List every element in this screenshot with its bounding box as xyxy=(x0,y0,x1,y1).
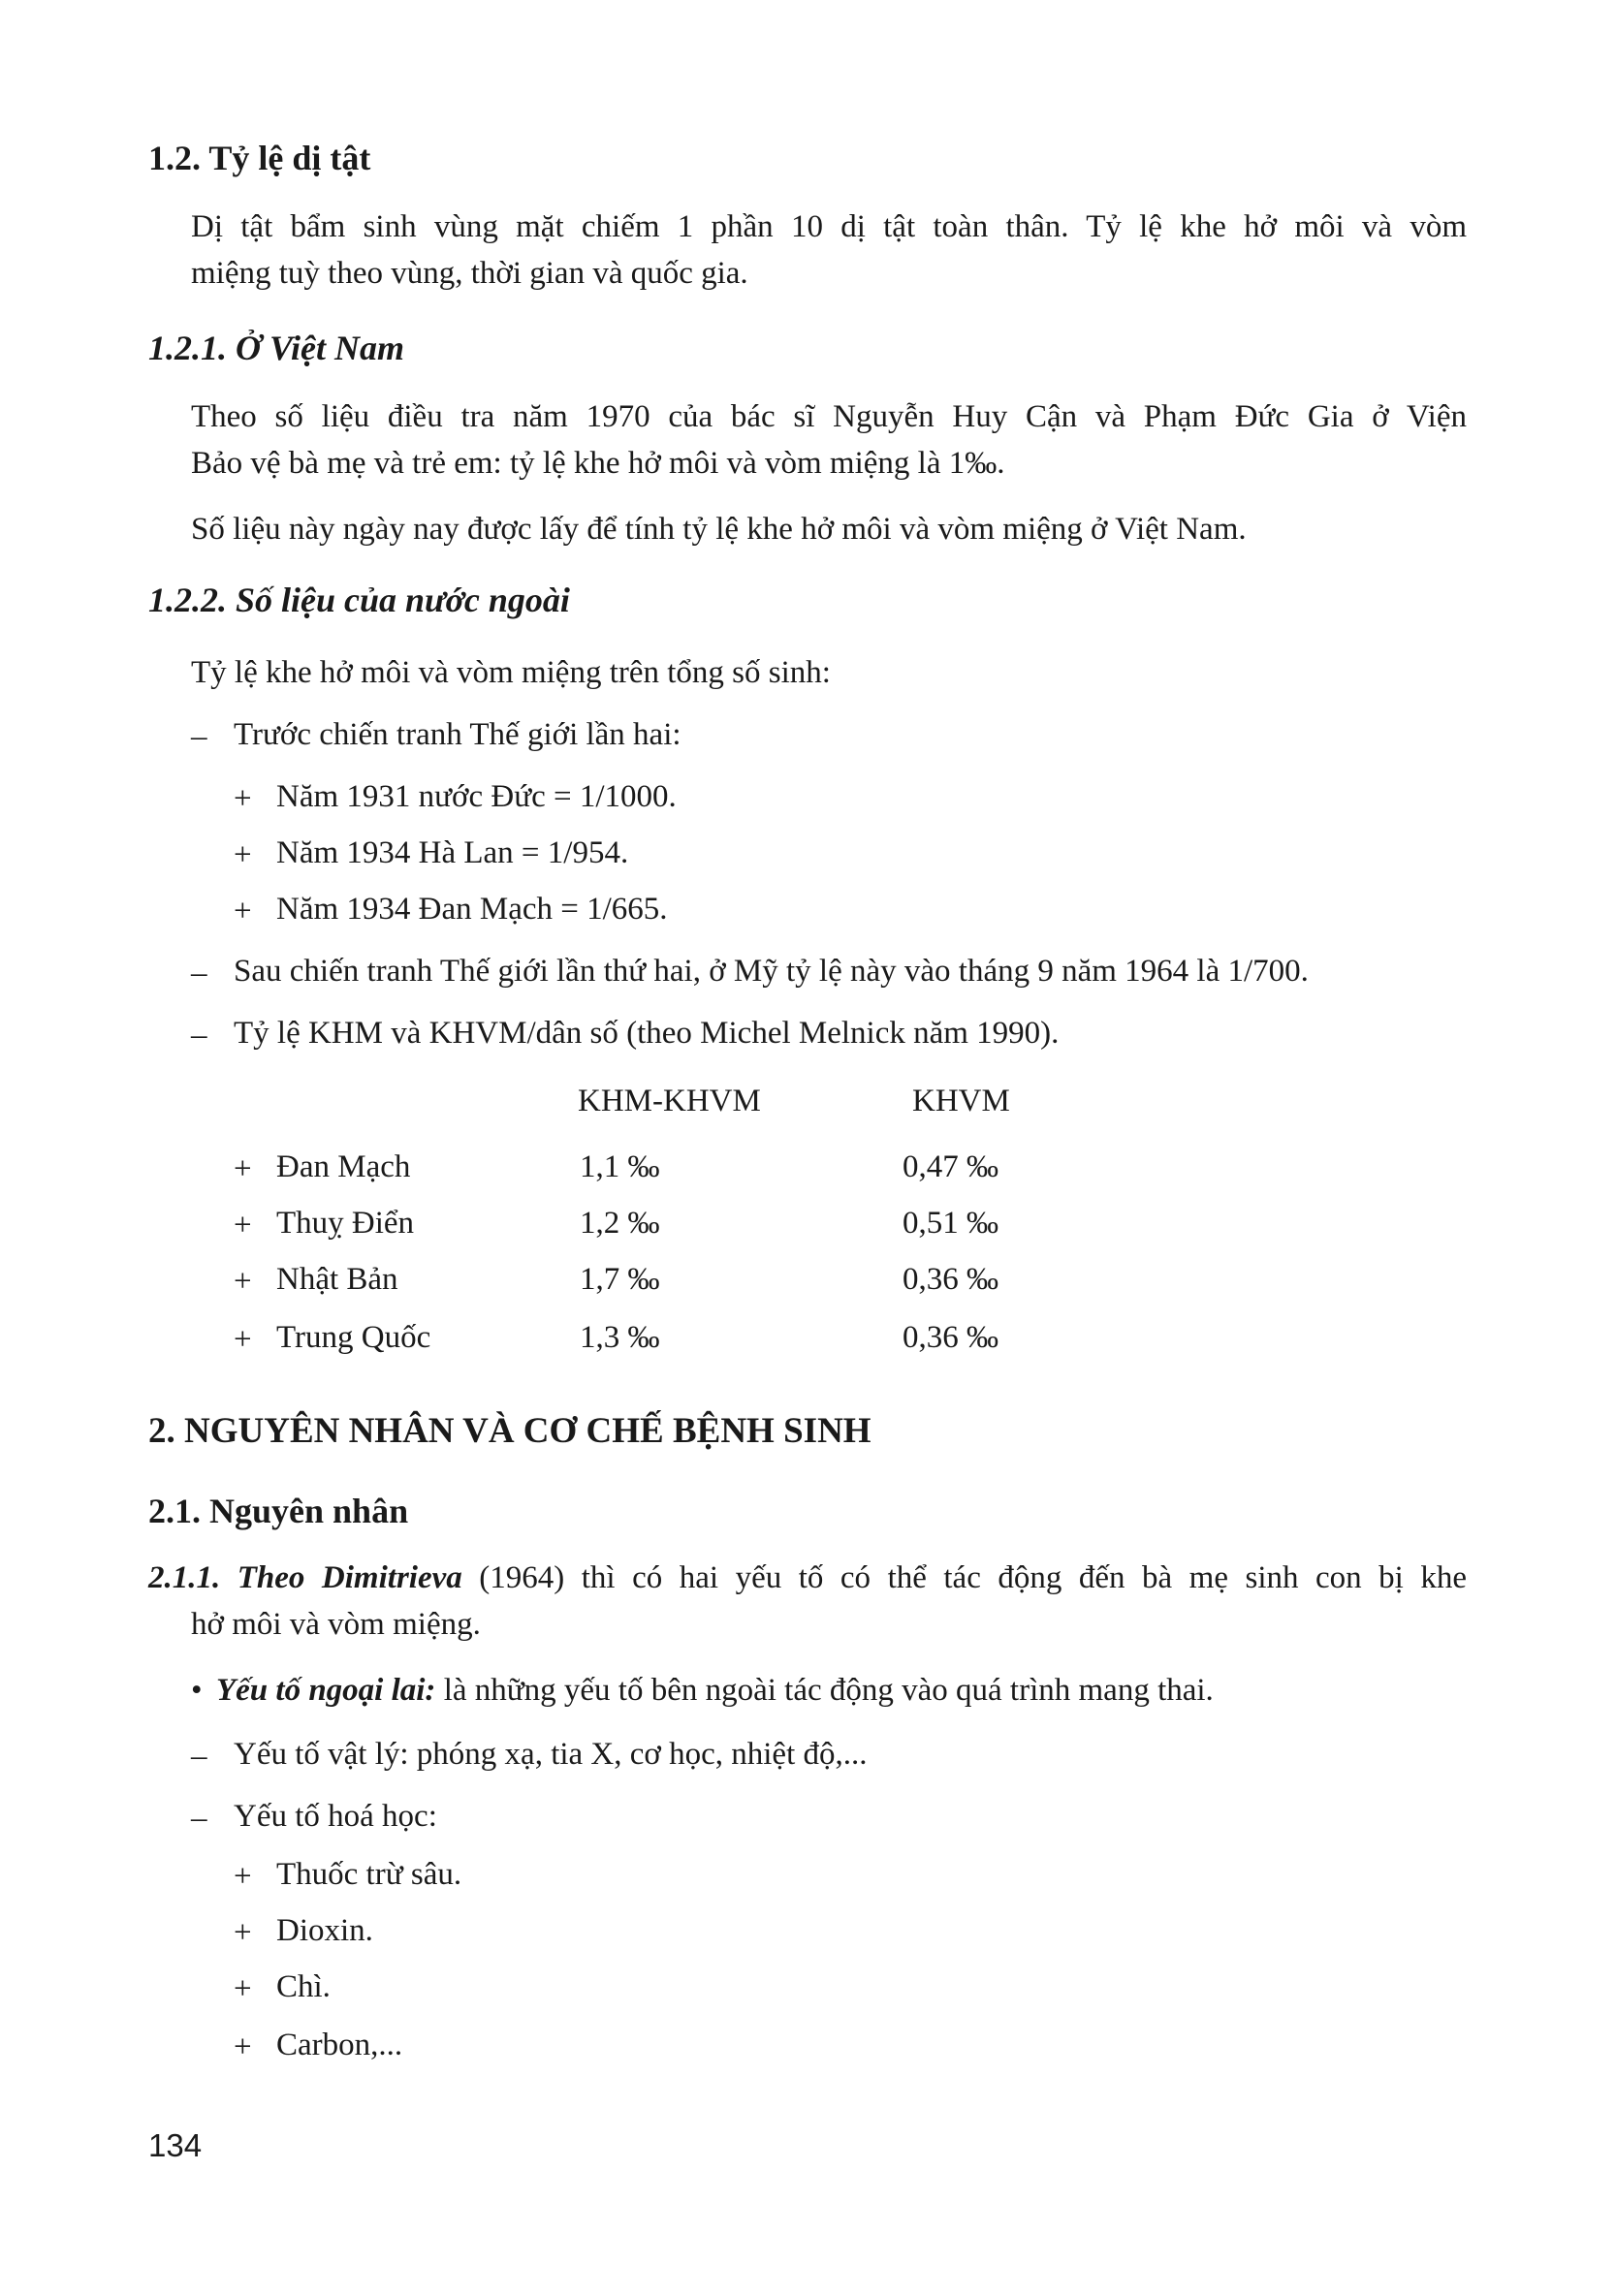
table-header: KHVM xyxy=(912,1084,1010,1118)
paragraph-line: miệng tuỳ theo vùng, thời gian và quốc gia. xyxy=(191,256,748,291)
table-cell-khvm: 0,47 ‰ xyxy=(903,1149,998,1184)
section-heading-2-1: 2.1. Nguyên nhân xyxy=(148,1492,409,1530)
section-heading-1-2-1: 1.2.1. Ở Việt Nam xyxy=(148,329,405,367)
section-heading-2: 2. NGUYÊN NHÂN VÀ CƠ CHẾ BỆNH SINH xyxy=(148,1411,871,1451)
plus-marker: + xyxy=(234,1208,252,1242)
plus-marker: + xyxy=(234,1859,252,1894)
dash-marker: – xyxy=(191,956,207,991)
table-cell-khvm: 0,36 ‰ xyxy=(903,1320,998,1355)
bullet-label: Yếu tố ngoại lai: xyxy=(216,1673,436,1708)
list-item: Carbon,... xyxy=(276,2028,403,2062)
page-number: 134 xyxy=(148,2127,203,2163)
table-cell-country: Đan Mạch xyxy=(276,1149,411,1184)
plus-marker: + xyxy=(234,1264,252,1299)
plus-marker: + xyxy=(234,2029,252,2064)
table-header: KHM-KHVM xyxy=(578,1084,761,1118)
list-item: Sau chiến tranh Thế giới lần thứ hai, ở Mỹ tỷ lệ này vào tháng 9 năm 1964 là 1/700. xyxy=(234,954,1309,989)
subsection-number: 2.1.1. xyxy=(148,1560,221,1595)
list-item: Năm 1931 nước Đức = 1/1000. xyxy=(276,779,677,814)
list-item: Năm 1934 Đan Mạch = 1/665. xyxy=(276,892,668,927)
author-name: Theo Dimitrieva xyxy=(237,1560,462,1595)
list-item: Năm 1934 Hà Lan = 1/954. xyxy=(276,835,629,870)
bullet-text: là những yếu tố bên ngoài tác động vào quá trình mang thai. xyxy=(443,1673,1214,1708)
dash-marker: – xyxy=(191,719,207,754)
plus-marker: + xyxy=(234,781,252,816)
plus-marker: + xyxy=(234,1322,252,1357)
paragraph-line xyxy=(148,1555,1467,1601)
table-cell-country: Trung Quốc xyxy=(276,1320,431,1355)
paragraph: Tỷ lệ khe hở môi và vòm miệng trên tổng số sinh: xyxy=(191,655,831,690)
plus-marker: + xyxy=(234,1151,252,1186)
list-item: Yếu tố vật lý: phóng xạ, tia X, cơ học, nhiệt độ,... xyxy=(234,1737,868,1772)
paragraph: Số liệu này ngày nay được lấy để tính tỷ lệ khe hở môi và vòm miệng ở Việt Nam. xyxy=(191,512,1247,547)
table-cell-country: Nhật Bản xyxy=(276,1262,398,1297)
dash-marker: – xyxy=(191,1801,207,1836)
list-item: Trước chiến tranh Thế giới lần hai: xyxy=(234,717,681,752)
plus-marker: + xyxy=(234,837,252,872)
paragraph-line: Bảo vệ bà mẹ và trẻ em: tỷ lệ khe hở môi và vòm miệng là 1‰. xyxy=(191,446,1005,481)
table-cell-country: Thuỵ Điển xyxy=(276,1206,415,1241)
list-item: Chì. xyxy=(276,1969,331,2004)
table-cell-khvm: 0,51 ‰ xyxy=(903,1206,998,1241)
bullet-marker: • xyxy=(191,1673,203,1708)
table-cell-khm: 1,3 ‰ xyxy=(580,1320,660,1355)
table-cell-khm: 1,1 ‰ xyxy=(580,1149,660,1184)
section-heading-1-2-2: 1.2.2. Số liệu của nước ngoài xyxy=(148,581,570,619)
plus-marker: + xyxy=(234,1971,252,2006)
plus-marker: + xyxy=(234,1915,252,1950)
list-item: Yếu tố hoá học: xyxy=(234,1799,437,1834)
section-heading-1-2: 1.2. Tỷ lệ dị tật xyxy=(148,139,371,177)
list-item: Dioxin. xyxy=(276,1913,373,1948)
bullet-item xyxy=(216,1667,1214,1714)
paragraph-line: hở môi và vòm miệng. xyxy=(191,1607,481,1642)
dash-marker: – xyxy=(191,1739,207,1774)
paragraph-line: Dị tật bẩm sinh vùng mặt chiếm 1 phần 10 dị tật toàn thân. Tỷ lệ khe hở môi và vòm xyxy=(191,209,1467,244)
dash-marker: – xyxy=(191,1018,207,1053)
plus-marker: + xyxy=(234,894,252,928)
list-item: Thuốc trừ sâu. xyxy=(276,1857,462,1892)
table-cell-khm: 1,7 ‰ xyxy=(580,1262,660,1297)
list-item: Tỷ lệ KHM và KHVM/dân số (theo Michel Melnick năm 1990). xyxy=(234,1016,1060,1051)
table-cell-khvm: 0,36 ‰ xyxy=(903,1262,998,1297)
table-cell-khm: 1,2 ‰ xyxy=(580,1206,660,1241)
paragraph-text: (1964) thì có hai yếu tố có thể tác động đến bà mẹ sinh con bị khe xyxy=(479,1560,1468,1595)
paragraph-line: Theo số liệu điều tra năm 1970 của bác sĩ Nguyễn Huy Cận và Phạm Đức Gia ở Viện xyxy=(191,399,1467,434)
